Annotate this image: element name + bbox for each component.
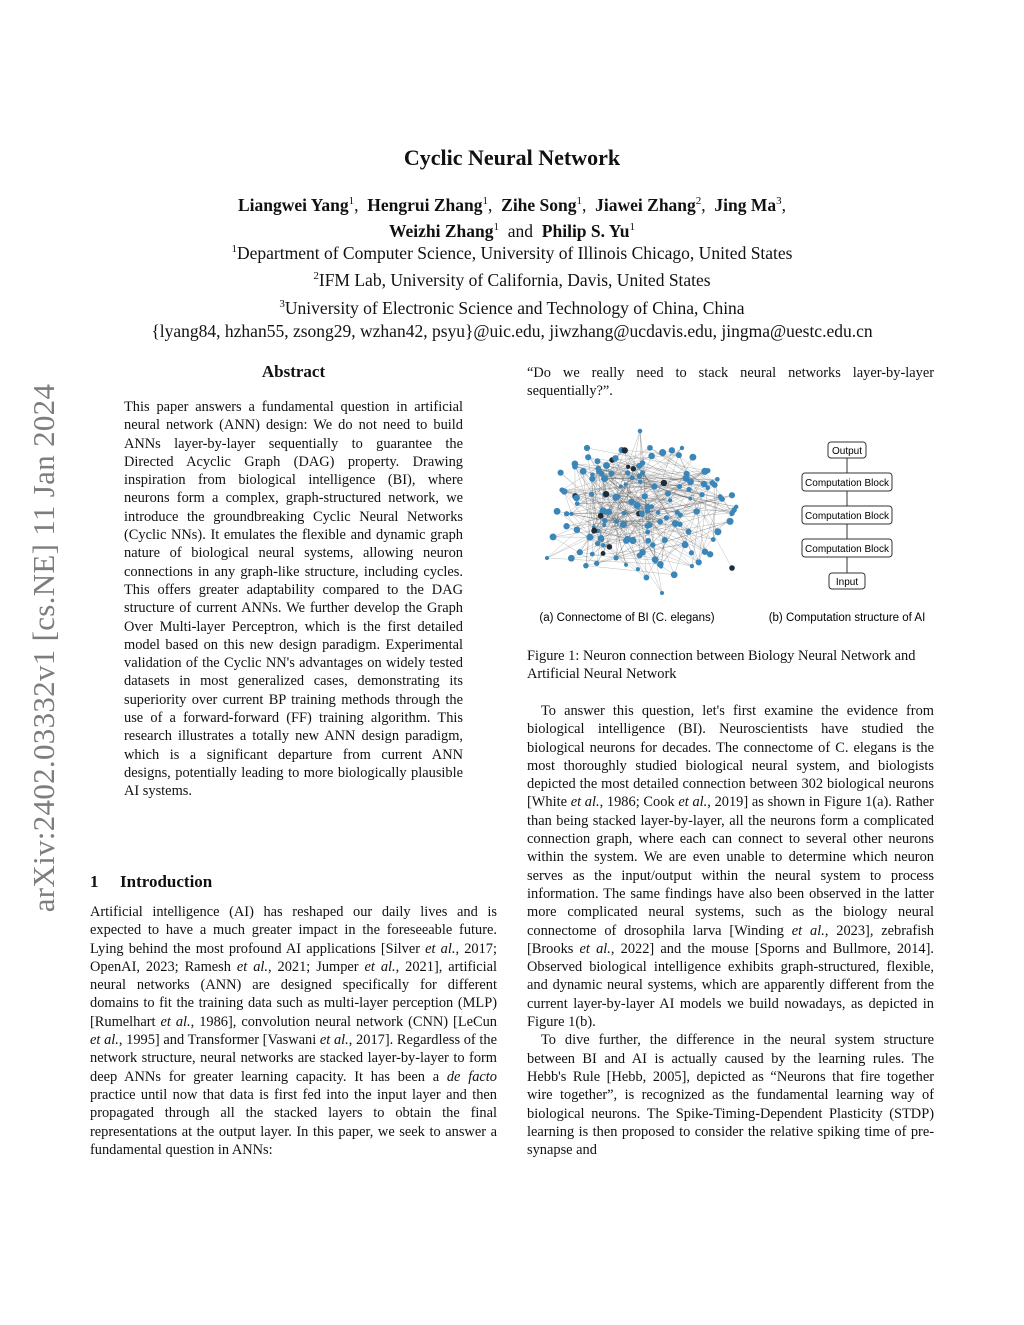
connectome-node — [653, 560, 657, 564]
connectome-node — [600, 538, 604, 542]
connectome-node — [689, 550, 694, 555]
affiliation-number: 2 — [313, 270, 319, 283]
affiliation-list — [60, 238, 964, 343]
section-title: Introduction — [120, 872, 213, 891]
connectome-node — [601, 475, 608, 482]
arxiv-identifier: arXiv:2402.03332v1 [cs.NE] 11 Jan 2024 — [26, 383, 61, 913]
connectome-node — [616, 495, 620, 499]
connectome-node — [575, 501, 580, 506]
connectome-node — [671, 571, 678, 578]
connectome-node — [637, 473, 643, 479]
affiliation — [60, 265, 964, 292]
connectome-node — [634, 502, 641, 509]
connectome-node — [689, 454, 696, 461]
abstract-text: This paper answers a fundamental question in artificial neural network (ANN) design: We do not need to build ANNs layer-by-layer sequentially to guarantee the Directed Acyclic Graph (DAG) property. Drawing inspiration from biological intelligence (BI), where neurons form a complex, graph-structured network, we introduce the groundbreaking Cyclic Neural Networks (Cyclic NNs). It emulates the flexible and dynamic graph nature of biological neural systems, allowing neuron connections in any graph-like structure, including cycles. This offers greater adaptability compared to the DAG structure of current ANNs. We further develop the Graph Over Multi-layer Perceptron, which is the first detailed model based on this new design paradigm. Experimental validation of the Cyclic NN's advantages on widely tested datasets in most generalized cases, demonstrating its superiority over current BP training methods through the use of a forward-forward (FF) training algorithm. This research illustrates a totally new ANN design paradigm, which is a significant departure from current ANN designs, potentially leading to more biologically plausible AI systems. — [124, 399, 463, 800]
connectome-node — [727, 518, 734, 525]
connectome-node — [699, 492, 704, 497]
text-run: et al. — [425, 940, 456, 957]
connectome-node — [648, 453, 655, 460]
connectome-node — [710, 480, 716, 486]
author-list: Liangwei Yang$^1$, Hengrui Zhang$^1$, Zihe Song$^1$, Jiawei Zhang$^2$, Jing Ma$^3$, Weizhi Zhang$^1$ and Philip S. Yu$^1$ — [237, 194, 787, 241]
author-name: Zihe Song — [501, 194, 577, 215]
connectome-node — [638, 479, 643, 484]
connectome-node — [620, 521, 627, 528]
connectome-node — [595, 541, 600, 546]
author-affiliation-mark: 3 — [776, 195, 782, 207]
connectome-node — [661, 480, 667, 486]
connectome-node — [585, 454, 591, 460]
connectome-node — [629, 537, 636, 544]
affiliation-number: 1 — [231, 243, 237, 255]
affiliation-text: IFM Lab, University of California, Davis, United States — [318, 270, 711, 291]
text-run: et al. — [364, 958, 396, 975]
connectome-node — [550, 533, 557, 540]
connectome-node — [607, 544, 613, 550]
connectome-node — [696, 559, 702, 565]
connectome-node — [586, 534, 593, 541]
text-run: et al. — [90, 1032, 119, 1049]
affiliation — [60, 293, 964, 320]
computation-block-label: Computation Block — [805, 478, 889, 489]
text-run: Artificial intelligence (AI) has reshaped our daily lives and is expected to have a much greater impact in the foreseeable future. Lying behind the most profound AI applications [Silver — [90, 904, 497, 957]
text-run: et al. — [319, 1032, 349, 1049]
connectome-node — [590, 552, 595, 557]
connectome-node — [686, 487, 691, 492]
connectome-node — [568, 555, 575, 562]
connectome-node — [554, 508, 561, 515]
connectome-node — [630, 475, 635, 480]
text-run: , 1986], convolution neural network (CNN) [LeCun — [190, 1013, 497, 1030]
connectome-node — [688, 497, 692, 501]
output-label: Output — [831, 446, 863, 457]
connectome-node — [545, 556, 549, 560]
connectome-node — [613, 555, 618, 560]
affiliation-text: Department of Computer Science, University of Illinois Chicago, United States — [236, 242, 793, 263]
connectome-node — [614, 519, 619, 524]
question-text: “Do we really need to stack neural networks layer-by-layer sequentially?”. — [527, 365, 934, 400]
connectome-node — [598, 513, 604, 519]
connectome-node — [622, 447, 628, 453]
connectome-node — [640, 460, 646, 466]
connectome-node — [628, 499, 634, 505]
text-run: et al. — [579, 940, 611, 957]
text-run: , 2017]. Regardless of the network structure, neural networks are stacked layer-by-layer to form deep ANNs for greater learning capacity. It has been a — [90, 1032, 497, 1085]
author-name: Hengrui Zhang — [367, 194, 483, 215]
author-name: Jing Ma — [714, 194, 777, 215]
text-run: et al. — [570, 794, 600, 811]
connectome-node — [622, 511, 627, 516]
connectome-node — [672, 520, 679, 527]
connectome-node — [602, 523, 606, 527]
connectome-node — [584, 445, 590, 451]
connectome-node — [714, 528, 721, 535]
connectome-node — [730, 512, 734, 516]
text-run: et al. — [160, 1013, 191, 1030]
text-run: To answer this question, let's first examine the evidence from biological intelligence (BI). Neuroscientists have studied the biological neurons for decades. The connectome of C. elegans is the most thoroughly studied biological neural system, and biologists depicted the most detailed connection between 302 biological neurons [White — [527, 703, 934, 811]
connectome-node — [707, 551, 713, 557]
connectome-node — [638, 429, 643, 434]
author-affiliation-mark: 1 — [629, 220, 636, 233]
connectome-node — [624, 563, 628, 567]
text-run: de facto — [446, 1068, 497, 1085]
connectome-node — [603, 491, 609, 497]
connectome-node — [734, 505, 738, 509]
connectome-node — [605, 509, 612, 516]
connectome-node — [645, 508, 650, 513]
text-run: et al. — [791, 922, 825, 939]
connectome-node — [583, 563, 589, 569]
connectome-node — [563, 523, 569, 529]
connectome-node — [558, 470, 564, 476]
connectome-graph — [545, 429, 738, 595]
connectome-node — [657, 519, 663, 525]
author-affiliation-mark: 1 — [493, 220, 500, 233]
connectome-node — [680, 446, 684, 450]
connectome-node — [589, 476, 595, 482]
connectome-node — [659, 449, 666, 456]
figure-1 — [527, 418, 934, 628]
connectome-node — [665, 491, 671, 497]
author-affiliation-mark: 2 — [695, 195, 702, 207]
connectome-node — [650, 542, 656, 548]
connectome-node — [636, 567, 640, 571]
connectome-node — [645, 538, 651, 544]
connectome-node — [678, 512, 683, 517]
connectome-node — [601, 543, 605, 547]
connectome-node — [612, 455, 618, 461]
author-and: and — [507, 220, 534, 241]
connectome-node — [651, 483, 657, 489]
connectome-node — [644, 575, 650, 581]
connectome-node — [676, 452, 682, 458]
intro-paragraph — [90, 903, 497, 1159]
abstract-heading: Abstract — [261, 362, 326, 381]
computation-structure — [802, 442, 892, 589]
connectome-node — [657, 561, 664, 568]
connectome-node — [711, 537, 716, 542]
connectome-node — [718, 494, 723, 499]
connectome-node — [595, 466, 601, 472]
connectome-node — [642, 493, 648, 499]
text-run: , 2019] as shown in Figure 1(a). Rather than being stacked layer-by-layer, all the neurons form a complicated connection graph, where each can connect to several other neurons within the system. We are even unable to determine which neuron serves as the input/output within the neural system to process information. The same findings have also been observed in the latter more complicated neural systems, such as the biology neural connectome of drosophila larva [Winding — [527, 794, 934, 939]
computation-block-label: Computation Block — [805, 511, 889, 522]
connectome-node — [645, 529, 650, 534]
author-name: Weizhi Zhang — [388, 220, 494, 241]
connectome-node — [619, 484, 623, 488]
text-run: et al. — [678, 794, 708, 811]
connectome-node — [572, 464, 578, 470]
affiliation-number: 3 — [279, 297, 285, 310]
connectome-node — [573, 494, 580, 501]
connectome-node — [624, 482, 628, 486]
author-name: Philip S. Yu — [541, 220, 630, 241]
connectome-node — [589, 492, 594, 497]
body-paragraphs — [527, 702, 934, 1159]
connectome-node — [644, 523, 650, 529]
text-run: et al. — [236, 958, 268, 975]
text-run: , 2022] and the mouse [Sporns and Bullmore, 2014]. Observed biological intelligence exhibits graph-structured, flexible, and dynamic neural systems, which are apparently different from the current layer-by-layer AI models we build nowadays, as depicted in Figure 1(b). — [527, 940, 935, 1031]
author-name: Jiawei Zhang — [595, 194, 696, 215]
connectome-node — [637, 552, 643, 558]
connectome-node — [683, 541, 687, 545]
section-heading — [90, 872, 212, 892]
text-run: , 1986; Cook — [599, 794, 679, 811]
connectome-node — [656, 510, 661, 514]
input-label: Input — [835, 577, 859, 588]
author-affiliation-mark: 1 — [482, 195, 489, 207]
connectome-node — [660, 591, 664, 595]
connectome-node — [623, 537, 629, 543]
connectome-node — [677, 484, 682, 489]
connectome-edge — [575, 496, 616, 521]
question-paragraph — [527, 364, 934, 401]
paper-title: Cyclic Neural Network — [403, 145, 621, 170]
computation-block-label: Computation Block — [805, 544, 889, 555]
connectome-node — [701, 468, 708, 475]
affiliation-text: University of Electronic Science and Technology of China, China — [284, 297, 745, 318]
connectome-node — [686, 529, 692, 535]
connectome-node — [683, 475, 690, 482]
connectome-node — [564, 511, 569, 516]
connectome-node — [580, 468, 587, 475]
text-run: , 2017; OpenAI, 2023; Ramesh — [90, 940, 497, 975]
connectome-node — [715, 477, 720, 482]
author-affiliation-mark: 1 — [348, 195, 355, 207]
connectome-node — [577, 549, 583, 555]
connectome-node — [608, 471, 614, 477]
emails: {lyang84, hzhan55, zsong29, wzhan42, psyu}@uic.edu, jiwzhang@ucdavis.edu, jingma@uestc.edu.cn — [151, 320, 873, 341]
text-run: , 1995] and Transformer [Vaswani — [118, 1032, 320, 1049]
figure-caption: Figure 1: Neuron connection between Biology Neural Network and Artificial Neural Network — [527, 648, 916, 683]
connectome-node — [690, 564, 694, 568]
connectome-node — [626, 465, 630, 469]
connectome-node — [729, 492, 735, 498]
connectome-node — [647, 445, 653, 451]
affiliation — [60, 238, 964, 265]
figure-1-graphic — [527, 418, 934, 628]
connectome-node — [693, 508, 700, 515]
connectome-node — [574, 526, 581, 533]
section-number: 1 — [90, 872, 99, 891]
subfigure-a-caption: (a) Connectome of BI (C. elegans) — [539, 612, 715, 624]
author-name: Liangwei Yang — [237, 194, 349, 215]
connectome-edge — [564, 491, 571, 513]
connectome-node — [701, 481, 708, 488]
connectome-node — [631, 466, 636, 471]
connectome-node — [625, 470, 630, 475]
connectome-node — [601, 551, 606, 556]
text-run: , 2021], artificial neural networks (ANN) are designed specifically for different domains to fit the training data such as multi-layer perception (MLP) [Rumelhart — [90, 958, 498, 1030]
connectome-node — [594, 561, 599, 566]
connectome-node — [591, 528, 597, 534]
connectome-node — [668, 498, 672, 502]
connectome-node — [569, 512, 573, 516]
connectome-node — [559, 487, 564, 492]
connectome-node — [729, 565, 735, 571]
subfigure-b-caption: (b) Computation structure of AI — [768, 612, 926, 624]
connectome-node — [664, 515, 669, 520]
connectome-node — [602, 518, 607, 523]
paragraph: To dive further, the difference in the neural system structure between BI and AI is actually caused by the learning rules. The Hebb's Rule [Hebb, 2005], depicted as “Neurons that fire together wire together”, is recognized as the fundamental learning way of biological neurons. The Spike-Timing-Dependent Plasticity (STDP) learning is then proposed to consider the relative spiking time of pre-synapse and — [527, 1032, 934, 1159]
text-run: , 2021; Jumper — [268, 958, 365, 975]
connectome-node — [639, 510, 645, 516]
connectome-node — [662, 537, 668, 543]
connectome-node — [595, 458, 601, 464]
connectome-edge — [640, 555, 692, 566]
connectome-node — [669, 447, 675, 453]
text-run: practice until now that data is first fed into the input layer and then propagated through all the stacked layers to obtain the final representations at the output layer. In this paper, we seek to answer a fundamental question in ANNs: — [90, 1086, 497, 1158]
author-affiliation-mark: 1 — [576, 195, 583, 207]
connectome-node — [603, 462, 610, 469]
text-run: , 2023], zebrafish [Brooks — [527, 922, 934, 957]
